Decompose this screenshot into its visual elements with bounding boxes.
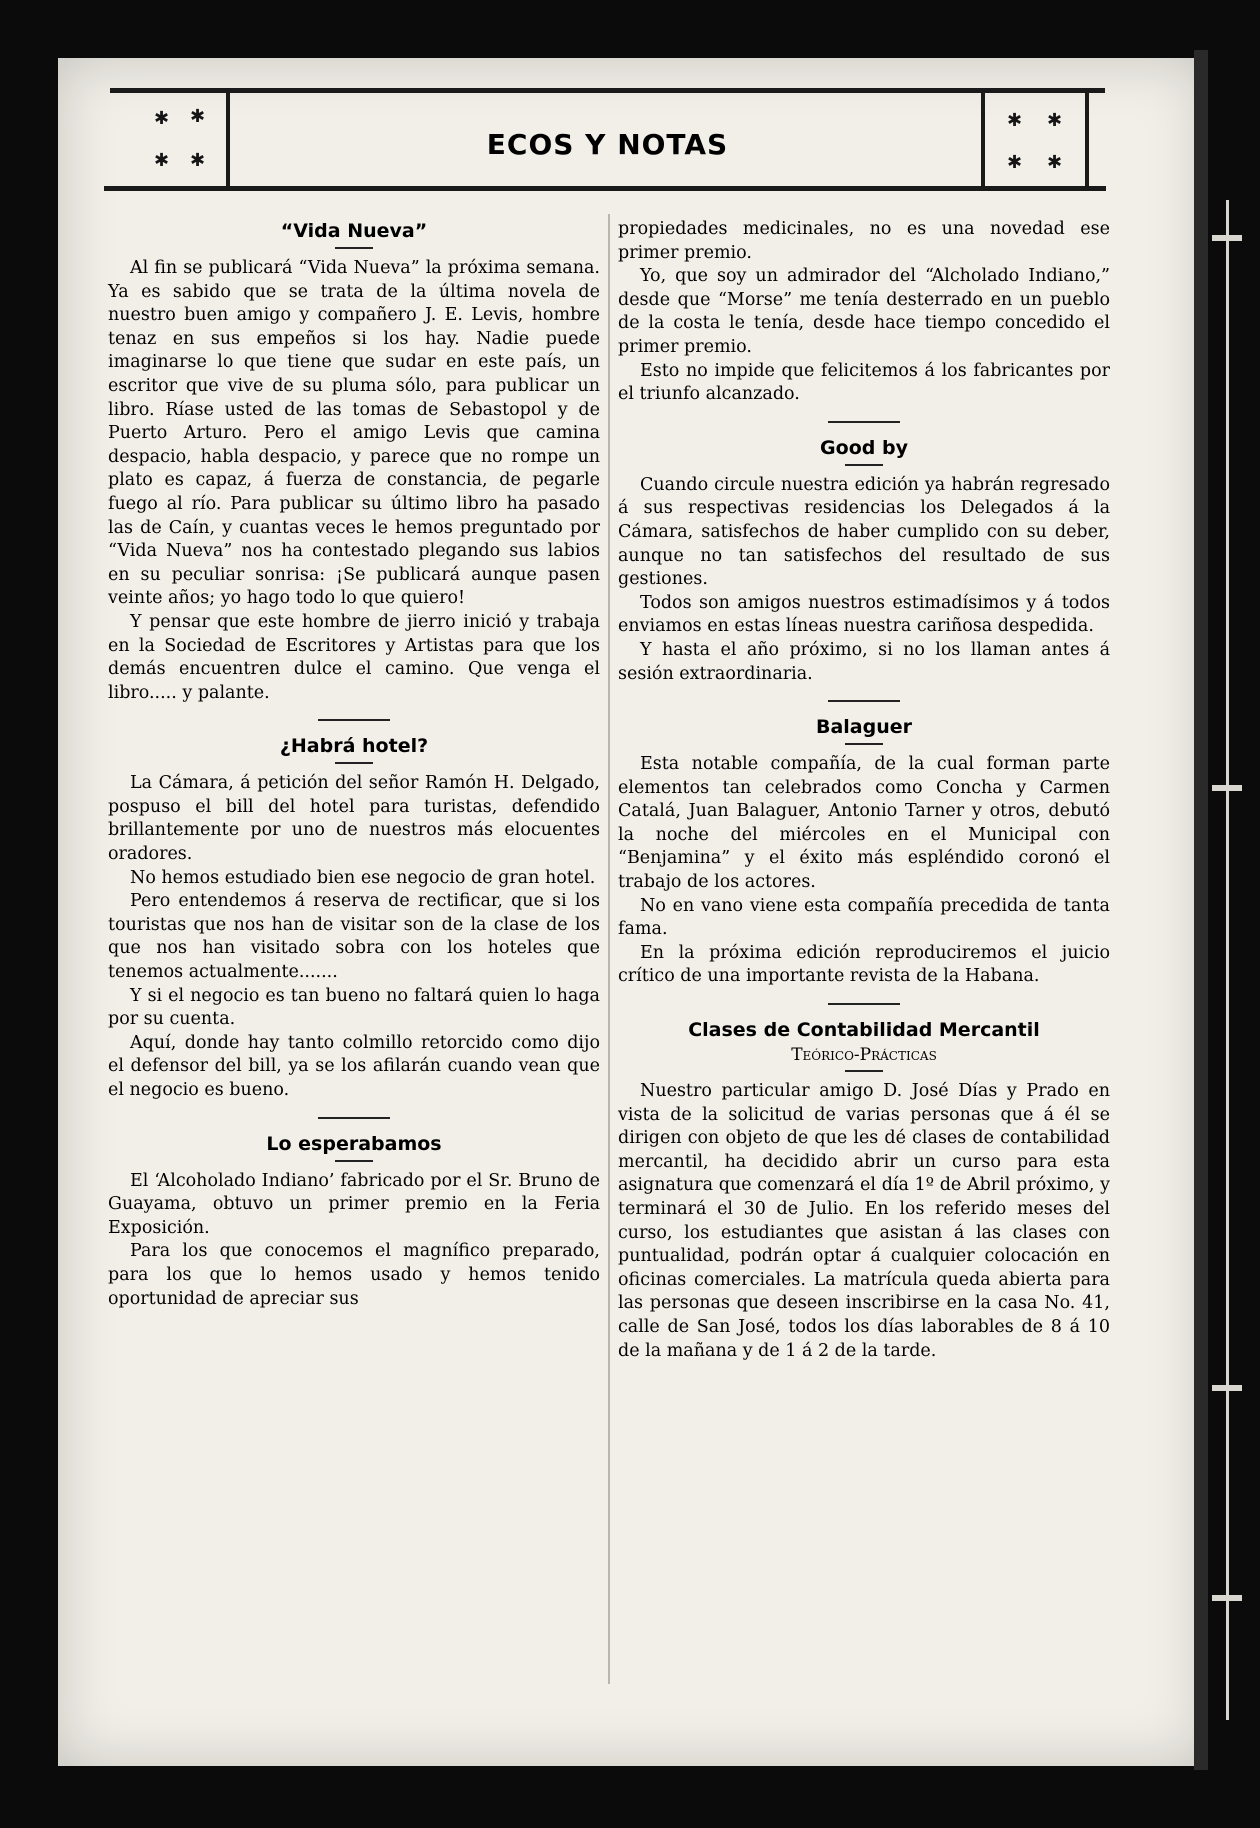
article-paragraph: Y pensar que este hombre de jierro inició y trabaja en la Sociedad de Escritores y Artistas para que los demás encuentren dulce el camino. Que venga el libro..... y palante. bbox=[108, 611, 600, 703]
article-paragraph: Esta notable compañía, de la cual forman parte elementos tan celebrados como Concha y Carmen Catalá, Juan Balaguer, Antonio Tarner y otros, debutó la noche del miércoles en el Municipal con “Benjamina” y el éxito más espléndido coronó el trabajo de los actores. bbox=[618, 754, 1110, 893]
article-paragraph: Todos son amigos nuestros estimadísimos y á todos enviamos en estas líneas nuestra cariñosa despedida. bbox=[618, 592, 1110, 637]
header-rule bbox=[110, 88, 1105, 93]
article-separator bbox=[828, 700, 900, 702]
article-title: “Vida Nueva” bbox=[280, 220, 428, 242]
article-paragraph: Aquí, donde hay tanto colmillo retorcido como dijo el defensor del bill, ya se los afilarán cuando vean que el negocio es bueno. bbox=[108, 1032, 600, 1100]
binding-thread bbox=[1226, 200, 1229, 1720]
header-rule bbox=[104, 186, 1106, 191]
star-ornament-icon: ✱ bbox=[1047, 152, 1063, 173]
article-paragraph: propiedades medicinales, no es una novedad ese primer premio. bbox=[618, 219, 1110, 263]
article-paragraph: En la próxima edición reproduciremos el juicio crítico de una importante revista de la Habana. bbox=[618, 942, 1110, 987]
article-title: Clases de Contabilidad Mercantil bbox=[688, 1019, 1040, 1042]
star-ornament-icon: ✱ bbox=[154, 108, 170, 129]
article-separator bbox=[828, 1003, 900, 1005]
binding-stitch bbox=[1212, 785, 1242, 791]
article-paragraph: Nuestro particular amigo D. José Días y Prado en vista de la solicitud de varias personas que á él se dirigen con objeto de que les dé clases de contabilidad mercantil, ha decidido abrir un curso para esta asignatura que comenzará el día 1º de Abril próximo, y terminará el 30 de Julio. En los referido meses del curso, los estudiantes que asistan á las clases con puntualidad, podrán optar á cualquier colocación en oficinas comerciales. La matrícula queda abierta para las personas que deseen inscribirse en la casa No. 41, calle de San José, todos los días laborables de 8 á 10 de la mañana y de 1 á 2 de la tarde. bbox=[618, 1081, 1110, 1361]
article-paragraph: Esto no impide que felicitemos á los fabricantes por el triunfo alcanzado. bbox=[618, 360, 1110, 405]
section-header bbox=[110, 88, 1105, 198]
section-title: ECOS Y NOTAS bbox=[486, 128, 729, 161]
article-paragraph: Para los que conocemos el magnífico preparado, para los que lo hemos usado y hemos tenido oportunidad de apreciar sus bbox=[108, 1241, 600, 1309]
binding-stitch bbox=[1212, 1595, 1242, 1601]
ornament-box-right bbox=[981, 92, 1089, 186]
right-column bbox=[618, 218, 1110, 1363]
star-ornament-icon: ✱ bbox=[1007, 110, 1023, 131]
binding-stitch bbox=[1212, 235, 1242, 241]
article-paragraph: La Cámara, á petición del señor Ramón H. Delgado, pospuso el bill del hotel para turistas, defendido brillantemente por uno de nuestros más elocuentes oradores. bbox=[108, 773, 600, 865]
article-title: Balaguer bbox=[815, 716, 913, 739]
article-paragraph: El ‘Alcoholado Indiano’ fabricado por el Sr. Bruno de Guayama, obtuvo un primer premio en la Feria Exposición. bbox=[108, 1170, 600, 1238]
article-title: Lo esperabamos bbox=[266, 1132, 442, 1155]
article-paragraph: Al fin se publicará “Vida Nueva” la próxima semana. Ya es sabido que se trata de la última novela de nuestro buen amigo y compañero J. E. Levis, hombre tenaz en sus empeños si los hay. Nadie puede imaginarse lo que tiene que sudar en este país, un escritor que vive de su pluma sólo, para publicar un libro. Ríase usted de las tomas de Sebastopol y de Puerto Arturo. Pero el amigo Levis que camina despacio, habla despacio, y parece que no rompe un plato es capaz, á fuerza de constancia, de pegarle fuego al río. Para publicar su último libro ha pasado las de Caín, y cuantas veces le hemos preguntado por “Vida Nueva” nos ha contestado plegando sus labios en su peculiar sonrisa: ¡Se publicará aunque pasen veinte años; yo hago todo lo que quiero! bbox=[108, 258, 600, 609]
star-ornament-icon: ✱ bbox=[190, 106, 206, 127]
page-edge bbox=[1194, 50, 1208, 1770]
article-paragraph: Y hasta el año próximo, si no los llaman antes á sesión extraordinaria. bbox=[618, 639, 1110, 684]
article-paragraph: No en vano viene esta compañía precedida de tanta fama. bbox=[618, 895, 1110, 940]
star-ornament-icon: ✱ bbox=[154, 150, 170, 171]
article-title: Good by bbox=[820, 436, 908, 459]
article-paragraph: Yo, que soy un admirador del “Alcholado Indiano,” desde que “Morse” me tenía desterrado en un pueblo de la costa le tenía, desde hace tiempo concedido el primer premio. bbox=[618, 266, 1110, 357]
article-paragraph: No hemos estudiado bien ese negocio de gran hotel. bbox=[130, 867, 596, 888]
article-separator bbox=[318, 719, 390, 721]
article-paragraph: Cuando circule nuestra edición ya habrán regresado á sus respectivas residencias los Delegados á la Cámara, satisfechos de haber cumplido con su deber, aunque no tan satisfechos del resultado de sus gestiones. bbox=[618, 474, 1110, 590]
star-ornament-icon: ✱ bbox=[190, 150, 206, 171]
article-separator bbox=[828, 421, 900, 423]
article-subtitle: Teórico-Prácticas bbox=[791, 1045, 937, 1066]
title-rule bbox=[845, 743, 883, 745]
article-paragraph: Y si el negocio es tan bueno no faltará quien lo haga por su cuenta. bbox=[108, 985, 600, 1030]
article-title: ¿Habrá hotel? bbox=[279, 735, 429, 758]
star-ornament-icon: ✱ bbox=[1047, 110, 1063, 131]
binding-strip bbox=[1208, 50, 1260, 1770]
title-rule bbox=[845, 1070, 883, 1072]
title-rule bbox=[335, 1160, 373, 1162]
star-ornament-icon: ✱ bbox=[1007, 152, 1023, 173]
title-rule bbox=[845, 464, 883, 466]
article-paragraph: Pero entendemos á reserva de rectificar, que si los touristas que nos han de visitar son de la clase de los que nos han visitado sobra con los hoteles que tenemos actualmente....... bbox=[108, 891, 600, 983]
left-column bbox=[108, 218, 600, 1311]
article-separator bbox=[318, 1117, 390, 1119]
title-rule bbox=[335, 247, 373, 249]
binding-stitch bbox=[1212, 1385, 1242, 1391]
title-rule bbox=[335, 762, 373, 764]
column-divider bbox=[608, 214, 610, 1684]
